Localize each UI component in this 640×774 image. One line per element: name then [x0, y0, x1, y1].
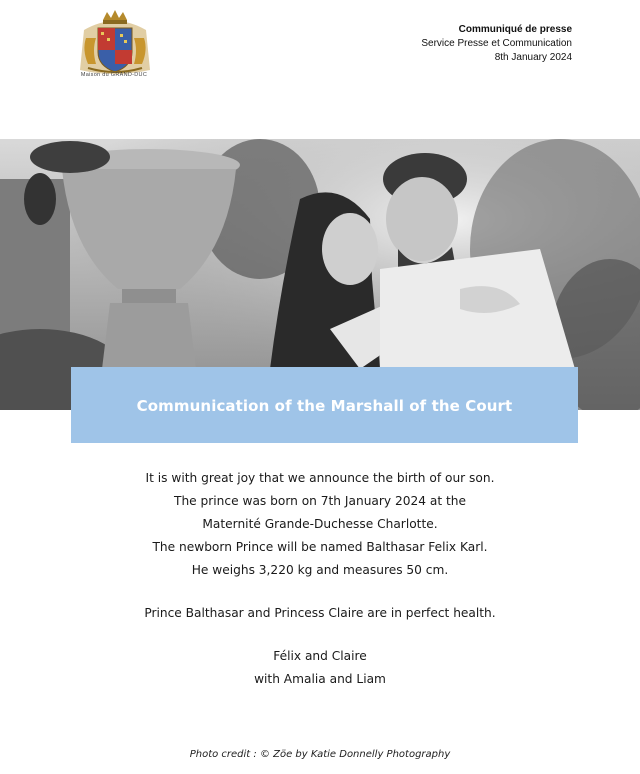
department-name: Service Presse et Communication: [421, 38, 572, 49]
announcement-line: It is with great joy that we announce the birth of our son.: [145, 471, 495, 485]
announcement-line: He weighs 3,220 kg and measures 50 cm.: [191, 563, 449, 577]
banner-title: Communication of the Marshall of the Court: [136, 397, 513, 415]
press-title: Communiqué de presse: [458, 24, 572, 35]
logo-caption: Maison du GRAND-DUC: [80, 72, 148, 78]
signature-line: Félix and Claire: [273, 649, 367, 663]
grand-ducal-coat-of-arms-logo: [74, 8, 156, 80]
announcement-line: The prince was born on 7th January 2024 at the: [174, 494, 466, 508]
health-statement: Prince Balthasar and Princess Claire are in perfect health.: [144, 606, 496, 620]
press-header: [421, 23, 572, 65]
announcement-line: Maternité Grande-Duchesse Charlotte.: [202, 517, 438, 531]
release-date: 8th January 2024: [494, 52, 572, 63]
announcement-text: [0, 467, 640, 691]
signature-line: with Amalia and Liam: [254, 672, 386, 686]
announcement-line: The newborn Prince will be named Balthasar Felix Karl.: [152, 540, 488, 554]
photo-credit: Photo credit : © Zöe by Katie Donnelly Photography: [189, 749, 451, 760]
title-banner: [71, 367, 578, 443]
